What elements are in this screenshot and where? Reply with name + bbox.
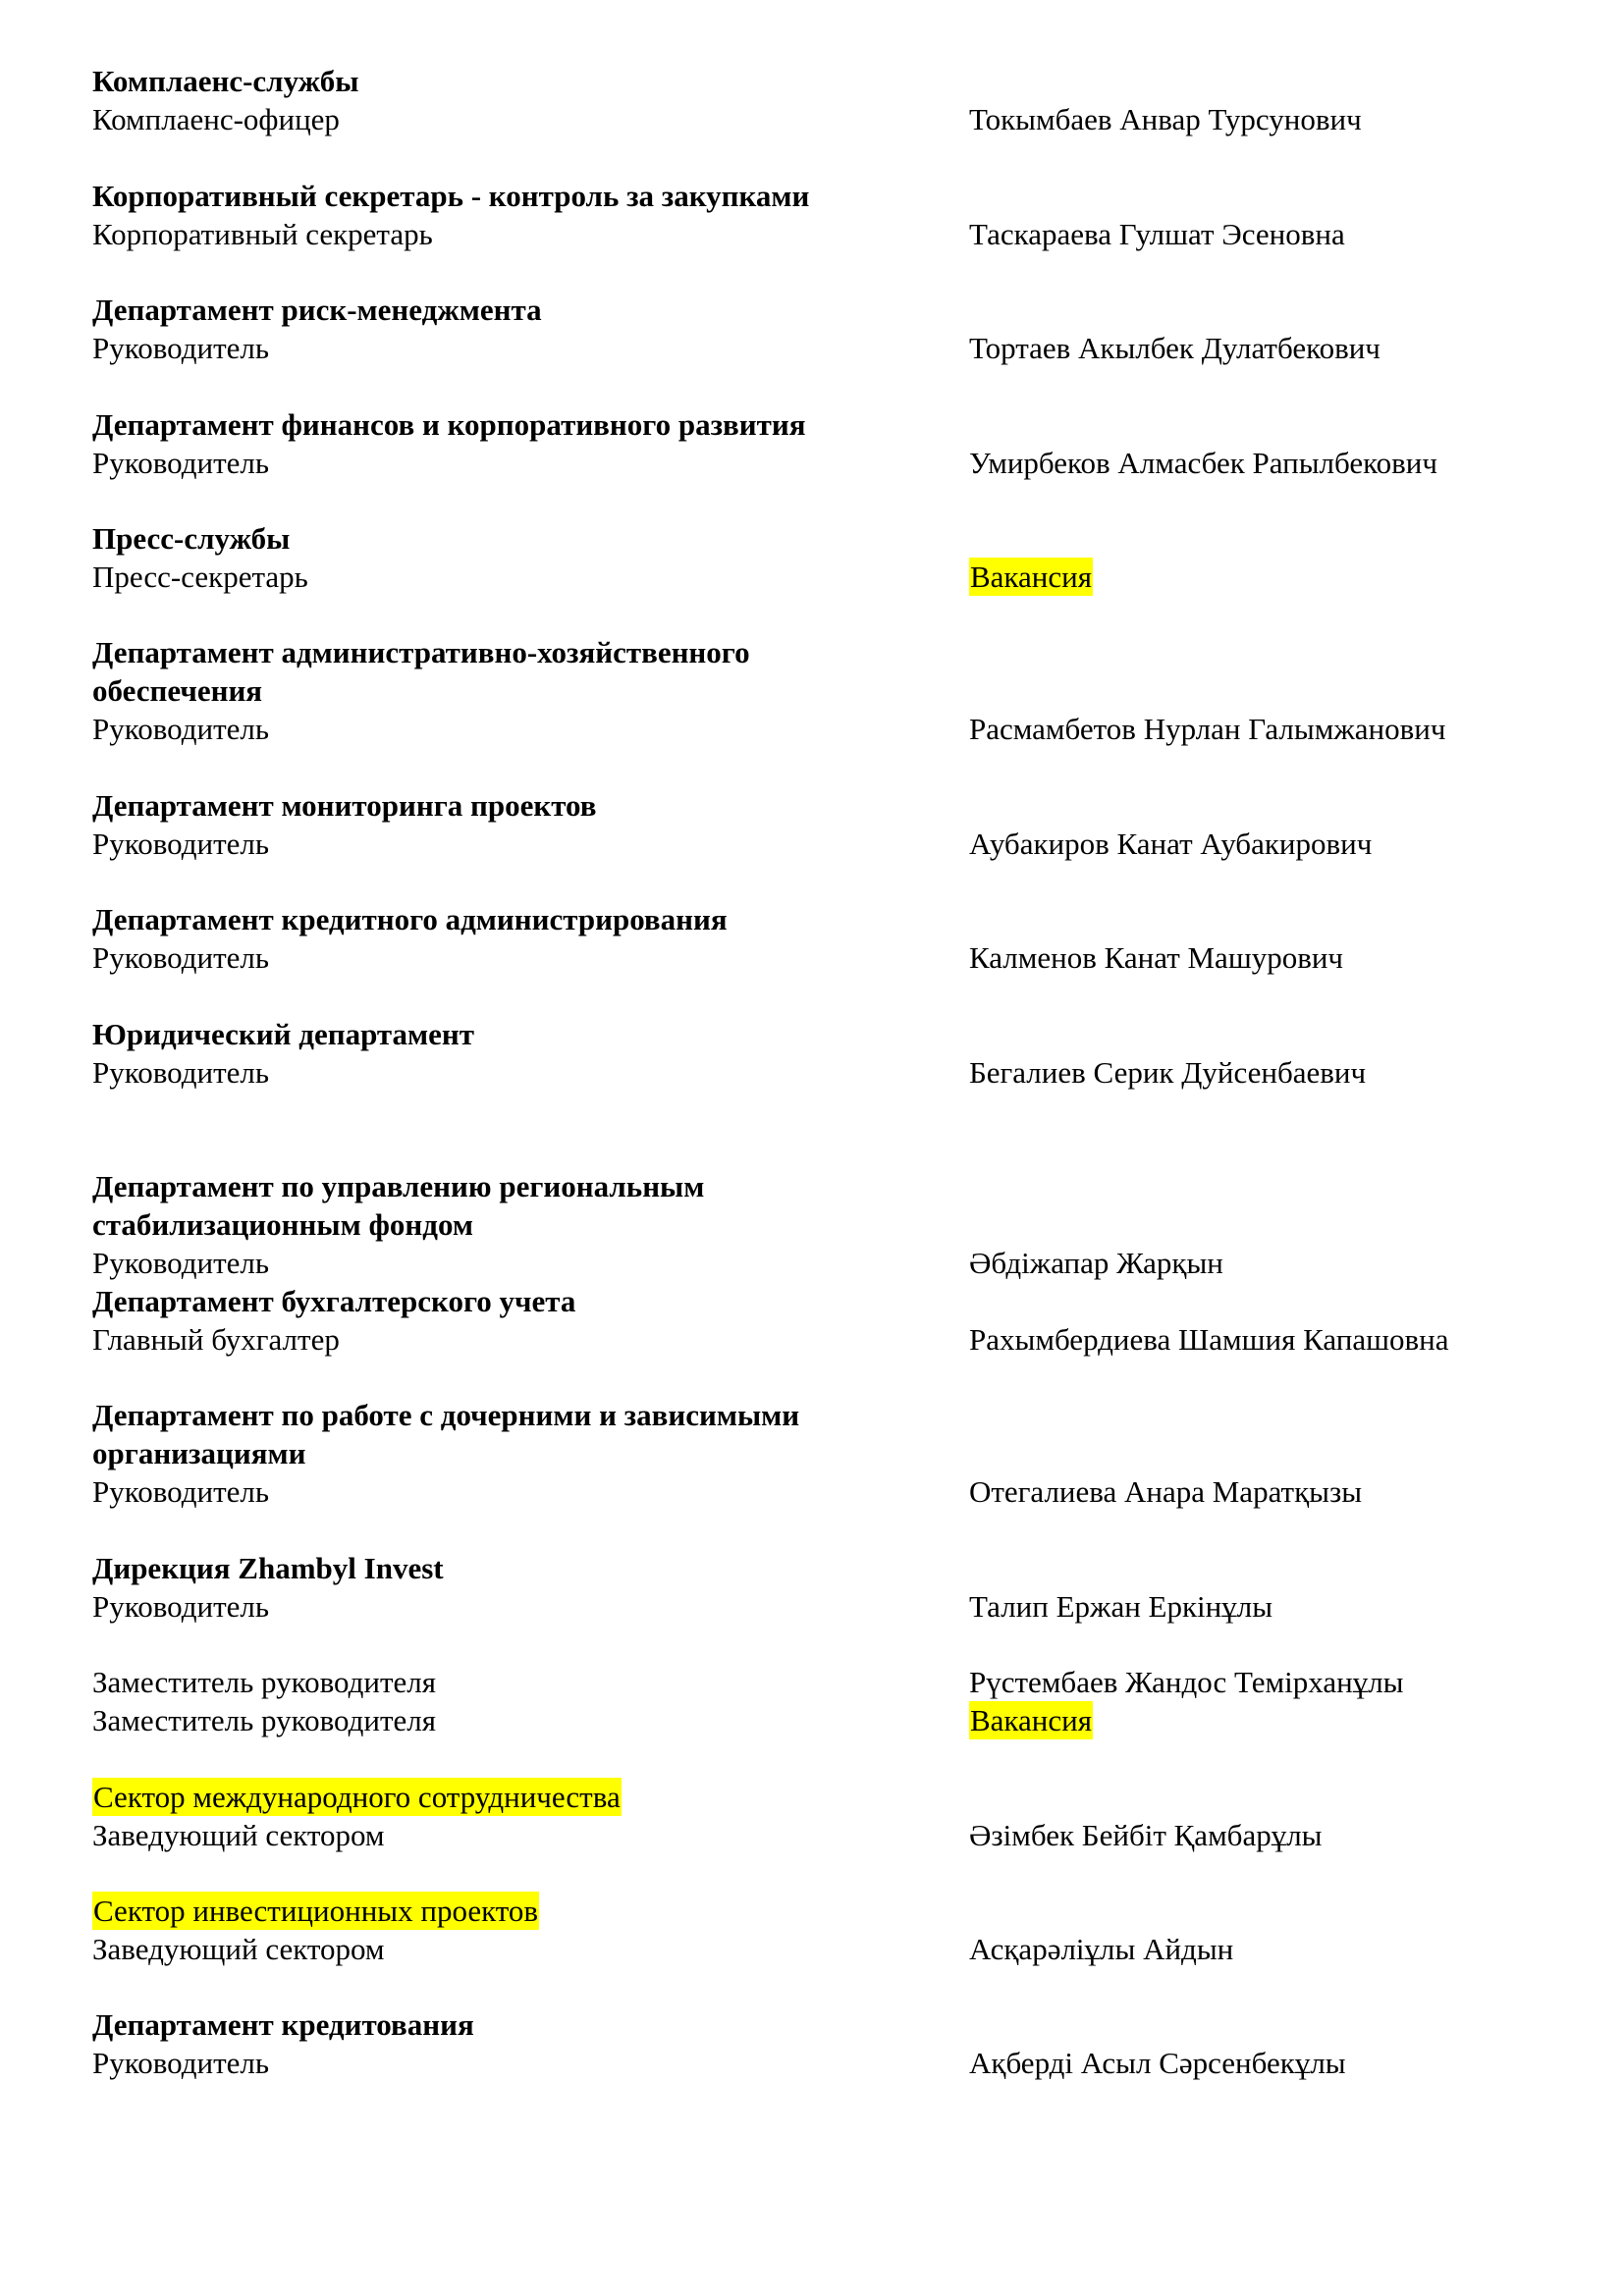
- department-title-line: [92, 1549, 1565, 1587]
- department-title: Департамент кредитования: [92, 2007, 474, 2042]
- position-title: Заместитель руководителя: [92, 1703, 437, 1737]
- person-name: Аубакиров Канат Аубакирович: [969, 827, 1373, 861]
- person-name: Отегалиева Анара Маратқызы: [969, 1474, 1363, 1509]
- staff-row: [92, 329, 1565, 367]
- person-name: Әзімбек Бейбіт Қамбарұлы: [969, 1818, 1323, 1852]
- department-title: Департамент по управлению региональным: [92, 1169, 705, 1203]
- person-name: Ақберді Асыл Сәрсенбекұлы: [969, 2046, 1346, 2080]
- department-title-line: [92, 1434, 1565, 1472]
- department-title-line: [92, 291, 1565, 329]
- staff-row: [92, 825, 1565, 863]
- department-title: организациями: [92, 1436, 306, 1470]
- person-name: Рахымбердиева Шамшия Капашовна: [969, 1322, 1449, 1357]
- person-name: Умирбеков Алмасбек Рапылбекович: [969, 446, 1437, 480]
- department-title: Юридический департамент: [92, 1017, 474, 1051]
- staff-row: [92, 1701, 1565, 1739]
- position-title: Руководитель: [92, 712, 270, 746]
- department-title: Сектор международного сотрудничества: [93, 1780, 621, 1814]
- position-title: Руководитель: [92, 1246, 270, 1280]
- position-title: Руководитель: [92, 827, 270, 861]
- staff-row: [92, 1816, 1565, 1854]
- staff-row: [92, 1053, 1565, 1092]
- department-title-line: [92, 900, 1565, 938]
- position-title: Руководитель: [92, 1474, 270, 1509]
- position-title: Корпоративный секретарь: [92, 217, 433, 251]
- vacancy-label: Вакансия: [970, 1703, 1092, 1737]
- department-title: стабилизационным фондом: [92, 1207, 473, 1242]
- department-title-line: [92, 1778, 1565, 1816]
- vacancy-label: Вакансия: [970, 560, 1092, 594]
- department-title-line: [92, 1282, 1565, 1320]
- department-title-line: [92, 1205, 1565, 1244]
- department-title-line: [92, 1396, 1565, 1434]
- position-title: Заведующий сектором: [92, 1932, 385, 1966]
- person-name: Таскараева Гулшат Эсеновна: [969, 217, 1345, 251]
- person-name: Рүстембаев Жандос Темірханұлы: [969, 1665, 1404, 1699]
- department-section: [92, 405, 1565, 482]
- staff-row: [92, 1472, 1565, 1511]
- staff-row: [92, 1244, 1565, 1282]
- department-section: [92, 1167, 1565, 1282]
- staff-row: [92, 2044, 1565, 2082]
- department-title-line: [92, 786, 1565, 825]
- person-name: Талип Ержан Еркінұлы: [969, 1589, 1273, 1624]
- staff-row: [92, 1320, 1565, 1359]
- staff-row: [92, 710, 1565, 748]
- department-section: [92, 177, 1565, 253]
- staff-row: [92, 444, 1565, 482]
- position-title: Руководитель: [92, 2046, 270, 2080]
- position-title: Заведующий сектором: [92, 1818, 385, 1852]
- department-title-line: [92, 1167, 1565, 1205]
- position-title: Руководитель: [92, 446, 270, 480]
- department-title: Департамент мониторинга проектов: [92, 788, 597, 823]
- department-section: [92, 1892, 1565, 1968]
- department-title: Корпоративный секретарь - контроль за закупками: [92, 179, 810, 213]
- position-title: Пресс-секретарь: [92, 560, 308, 594]
- department-title: Дирекция Zhambyl Invest: [92, 1551, 444, 1585]
- person-name: Бегалиев Серик Дуйсенбаевич: [969, 1055, 1367, 1090]
- department-title-line: [92, 405, 1565, 444]
- department-title-line: [92, 2005, 1565, 2044]
- department-title: Сектор инвестиционных проектов: [93, 1894, 539, 1928]
- department-title: Департамент по работе с дочерними и зависимыми: [92, 1398, 800, 1432]
- department-section: [92, 1396, 1565, 1511]
- department-title: Департамент кредитного администрирования: [92, 902, 728, 936]
- staff-row: [92, 215, 1565, 253]
- person-name: Расмамбетов Нурлан Галымжанович: [969, 712, 1446, 746]
- staff-row: [92, 558, 1565, 596]
- staff-row: [92, 1587, 1565, 1626]
- department-title: Департамент риск-менеджмента: [92, 293, 542, 327]
- department-section: [92, 1015, 1565, 1092]
- department-title: Департамент финансов и корпоративного развития: [92, 407, 806, 442]
- department-section: [92, 1549, 1565, 1626]
- staff-row: [92, 1663, 1565, 1701]
- position-title: Руководитель: [92, 331, 270, 365]
- department-section: [92, 1778, 1565, 1854]
- department-title: Департамент бухгалтерского учета: [92, 1284, 576, 1318]
- department-section: [92, 786, 1565, 863]
- person-name: Тортаев Акылбек Дулатбекович: [969, 331, 1380, 365]
- staff-row: [92, 100, 1565, 138]
- position-title: Руководитель: [92, 1589, 270, 1624]
- department-section: [92, 62, 1565, 138]
- department-title: Пресс-службы: [92, 521, 291, 556]
- person-name: Токымбаев Анвар Турсунович: [969, 102, 1362, 136]
- position-title: Заместитель руководителя: [92, 1665, 437, 1699]
- department-section: [92, 1282, 1565, 1359]
- department-title-line: [92, 633, 1565, 671]
- department-section: [92, 900, 1565, 977]
- department-section: [92, 519, 1565, 596]
- person-name: Калменов Канат Машурович: [969, 940, 1344, 975]
- department-title-line: [92, 62, 1565, 100]
- department-title-line: [92, 1015, 1565, 1053]
- position-title: Комплаенс-офицер: [92, 102, 340, 136]
- department-title-line: [92, 671, 1565, 710]
- department-title: Департамент административно-хозяйственного: [92, 635, 750, 669]
- person-name: Әбдіжапар Жарқын: [969, 1246, 1223, 1280]
- staff-row: [92, 1930, 1565, 1968]
- department-section: [92, 633, 1565, 748]
- department-title-line: [92, 177, 1565, 215]
- person-name: Асқарәліұлы Айдын: [969, 1932, 1234, 1966]
- position-title: Главный бухгалтер: [92, 1322, 340, 1357]
- department-title-line: [92, 519, 1565, 558]
- department-section: [92, 2005, 1565, 2082]
- department-title: обеспечения: [92, 673, 263, 708]
- department-section: [92, 291, 1565, 367]
- staff-row: [92, 938, 1565, 977]
- department-title: Комплаенс-службы: [92, 64, 359, 98]
- department-title-line: [92, 1892, 1565, 1930]
- department-section: [92, 1663, 1565, 1739]
- position-title: Руководитель: [92, 940, 270, 975]
- position-title: Руководитель: [92, 1055, 270, 1090]
